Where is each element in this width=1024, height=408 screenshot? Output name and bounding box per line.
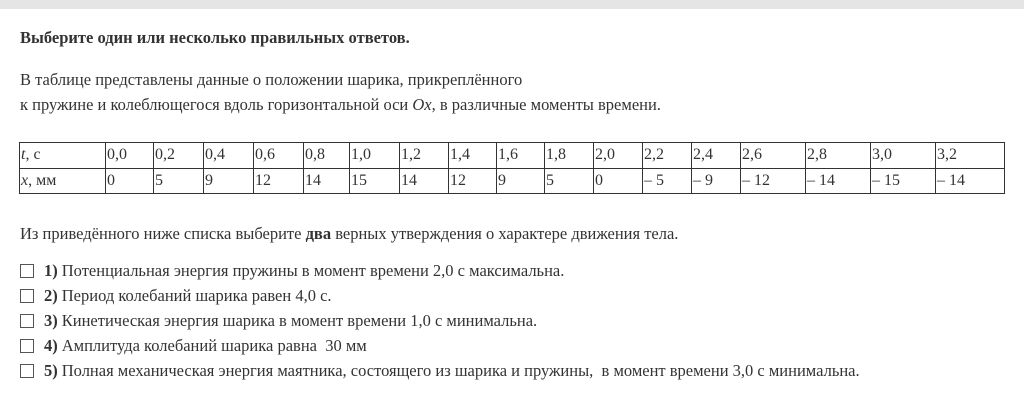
time-header-cell <box>20 143 106 169</box>
option-4[interactable] <box>20 333 860 358</box>
option-2-checkbox[interactable] <box>20 289 34 303</box>
position-value-cell: 14 <box>304 168 350 194</box>
position-value-cell: 9 <box>204 168 254 194</box>
position-value-cell: – 12 <box>741 168 806 194</box>
position-value-cell: – 14 <box>936 168 1005 194</box>
time-value-cell: 2,6 <box>741 143 806 169</box>
option-3[interactable] <box>20 308 860 333</box>
position-value-cell: 15 <box>350 168 400 194</box>
time-value-cell: 1,4 <box>449 143 497 169</box>
data-table <box>19 142 1005 194</box>
problem-line-2-end: , в различные моменты времени. <box>431 95 661 114</box>
position-unit: , мм <box>28 171 57 189</box>
time-value-cell: 1,0 <box>350 143 400 169</box>
time-value-cell: 2,4 <box>692 143 741 169</box>
option-3-number: 3) <box>44 310 58 330</box>
position-variable: x <box>21 171 29 189</box>
option-1-checkbox[interactable] <box>20 264 34 278</box>
position-value-cell: – 15 <box>871 168 936 194</box>
option-4-checkbox[interactable] <box>20 339 34 353</box>
position-value-cell: 5 <box>154 168 204 194</box>
time-variable: t <box>21 146 26 164</box>
table-row-time <box>20 143 1005 169</box>
position-header-cell <box>20 168 106 194</box>
option-1-number: 1) <box>44 260 58 280</box>
option-5[interactable] <box>20 358 860 383</box>
instruction-heading: Выберите один или несколько правильных ответов. <box>20 28 410 47</box>
top-bar <box>0 0 1024 9</box>
option-5-number: 5) <box>44 360 58 380</box>
problem-line-2 <box>20 92 661 117</box>
option-5-checkbox[interactable] <box>20 364 34 378</box>
question-start: Из приведённого ниже списка выберите <box>20 224 306 243</box>
time-value-cell: 0,8 <box>304 143 350 169</box>
position-value-cell: – 5 <box>643 168 692 194</box>
time-unit: , с <box>25 146 41 164</box>
position-value-cell: 0 <box>106 168 154 194</box>
axis-label: Ox <box>412 95 432 114</box>
position-value-cell: 14 <box>400 168 449 194</box>
question-text <box>20 224 678 244</box>
option-3-checkbox[interactable] <box>20 314 34 328</box>
answer-options <box>20 258 860 383</box>
time-value-cell: 0,4 <box>204 143 254 169</box>
position-value-cell: 5 <box>545 168 594 194</box>
problem-line-2-start: к пружине и колеблющегося вдоль горизонтальной оси <box>20 95 413 114</box>
time-value-cell: 3,2 <box>936 143 1005 169</box>
question-count: два <box>305 224 332 243</box>
option-4-number: 4) <box>44 335 58 355</box>
problem-text <box>20 67 661 117</box>
time-value-cell: 2,2 <box>643 143 692 169</box>
option-2[interactable] <box>20 283 860 308</box>
time-value-cell: 3,0 <box>871 143 936 169</box>
time-value-cell: 1,8 <box>545 143 594 169</box>
time-value-cell: 0,2 <box>154 143 204 169</box>
option-1-text: Потенциальная энергия пружины в момент времени 2,0 с максимальна. <box>61 260 565 280</box>
position-value-cell: 12 <box>449 168 497 194</box>
option-2-number: 2) <box>44 285 58 305</box>
time-value-cell: 0,0 <box>106 143 154 169</box>
position-value-cell: – 14 <box>806 168 871 194</box>
option-4-text: Амплитуда колебаний шарика равна 30 мм <box>61 335 367 355</box>
time-value-cell: 0,6 <box>254 143 304 169</box>
position-value-cell: 12 <box>254 168 304 194</box>
time-value-cell: 2,0 <box>594 143 643 169</box>
question-end: верных утверждения о характере движения тела. <box>331 224 679 243</box>
option-3-text: Кинетическая энергия шарика в момент времени 1,0 с минимальна. <box>61 310 538 330</box>
time-value-cell: 1,6 <box>497 143 545 169</box>
option-2-text: Период колебаний шарика равен 4,0 с. <box>61 285 332 305</box>
position-value-cell: – 9 <box>692 168 741 194</box>
time-value-cell: 2,8 <box>806 143 871 169</box>
time-value-cell: 1,2 <box>400 143 449 169</box>
position-value-cell: 0 <box>594 168 643 194</box>
option-5-text: Полная механическая энергия маятника, состоящего из шарика и пружины, в момент времени 3,0 с минимальна. <box>61 360 860 380</box>
table-row-position <box>20 168 1005 194</box>
option-1[interactable] <box>20 258 860 283</box>
problem-line-1: В таблице представлены данные о положении шарика, прикреплённого <box>20 70 523 89</box>
position-value-cell: 9 <box>497 168 545 194</box>
